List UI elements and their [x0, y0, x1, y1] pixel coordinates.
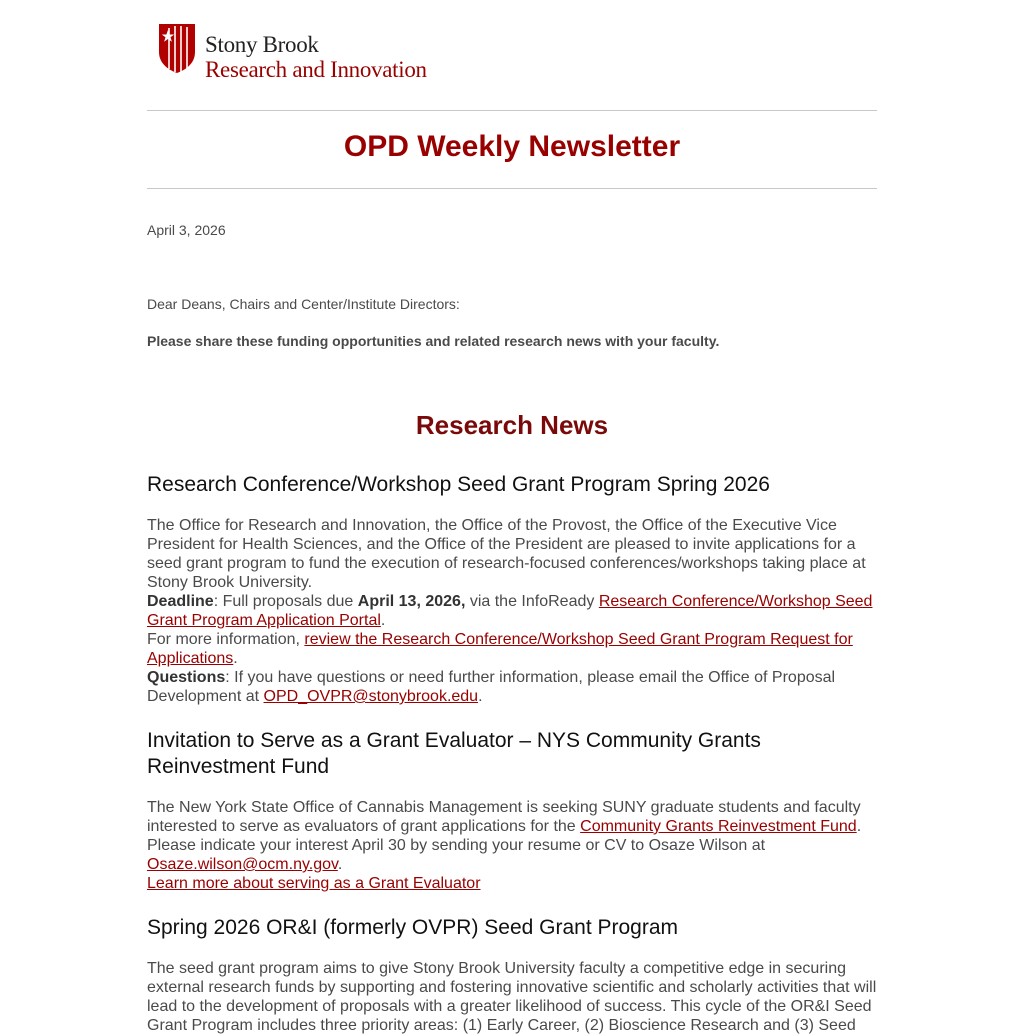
article-conference-seed-grant [147, 472, 877, 706]
opd-email-link[interactable]: OPD_OVPR@stonybrook.edu [263, 688, 479, 705]
deadline-post: via the InfoReady [465, 593, 599, 610]
article-grant-evaluator [147, 728, 877, 893]
fund-link[interactable]: Community Grants Reinvestment Fund [580, 818, 857, 835]
share-note: Please share these funding opportunities and related research news with your faculty. [147, 333, 720, 349]
article-body: The Office for Research and Innovation, the Office of the Provost, the Office of the Executive Vice President for Health Sciences, and the Office of the President are pleased to invite applications for a seed grant program to fund the execution of research-focused conferences/workshops taking place at Stony Brook University. Deadline: Full proposals due April 13, 2026, via the InfoReady Research Conference/Workshop Seed Grant Program Application Portal. For more information, review the Research Conference/Workshop Seed Grant Program Request for Applications. Questions: If you have questions or need further information, please email the Office of Proposal Development at OPD_OVPR@stonybrook.edu. [147, 517, 873, 705]
article-ori-seed-grant [147, 915, 877, 1035]
deadline-pre: : Full proposals due [213, 593, 358, 610]
article-title: Spring 2026 OR&I (formerly OVPR) Seed Grant Program [147, 916, 679, 939]
research-news-heading: Research News [415, 410, 609, 440]
logo-line-2: Research and Innovation [205, 57, 427, 82]
article-body: The seed grant program aims to give Stony Brook University faculty a competitive edge in securing external research funds by supporting and fostering innovative scientific and scholarly activities that will lead to the development of proposals with a greater likelihood of success. This cycle of the OR&I Seed Grant Program includes three priority areas: (1) Early Career, (2) Bioscience Research and (3) Seed [147, 960, 877, 1034]
questions-text: : If you have questions or need further information, please email the Office of Proposal Development at [147, 669, 836, 705]
divider-top [147, 110, 877, 111]
ocm-email-link[interactable]: Osaze.wilson@ocm.ny.gov [147, 856, 338, 873]
learn-more-link[interactable]: Learn more about serving as a Grant Evaluator [147, 875, 481, 892]
newsletter-date: April 3, 2026 [147, 222, 226, 238]
deadline-date: April 13, 2026, [357, 593, 466, 610]
logo-line-1: Stony Brook [205, 32, 319, 57]
intro-pre: The New York State Office of Cannabis Management is seeking SUNY graduate students and faculty interested to serve as evaluators of grant applications for the [147, 799, 861, 835]
article-title: Research Conference/Workshop Seed Grant Program Spring 2026 [147, 473, 770, 496]
shield-star-icon [155, 22, 199, 74]
article-body: The New York State Office of Cannabis Management is seeking SUNY graduate students and faculty interested to serve as evaluators of grant applications for the Community Grants Reinvestment Fund. Please indicate your interest April 30 by sending your resume or CV to Osaze Wilson at Osaze.wilson@ocm.ny.gov. Learn more about serving as a Grant Evaluator [147, 799, 862, 892]
more-info-pre: For more information, [147, 631, 305, 648]
application-portal-link[interactable]: Research Conference/Workshop Seed Grant Program Application Portal [147, 593, 873, 629]
deadline-label: Deadline [147, 593, 214, 610]
rfa-link[interactable]: review the Research Conference/Workshop Seed Grant Program Request for Applications [147, 631, 853, 667]
article-title: Invitation to Serve as a Grant Evaluator – NYS Community Grants Reinvestment Fund [147, 729, 761, 778]
intro-post: . Please indicate your interest April 30 by sending your resume or CV to Osaze Wilson at [147, 818, 862, 854]
stony-brook-logo[interactable] [155, 22, 475, 82]
divider-bottom [147, 188, 877, 189]
newsletter-title: OPD Weekly Newsletter [343, 130, 681, 163]
greeting: Dear Deans, Chairs and Center/Institute Directors: [147, 296, 460, 312]
questions-label: Questions [147, 669, 226, 686]
article-intro: The Office for Research and Innovation, the Office of the Provost, the Office of the Executive Vice President for Health Sciences, and the Office of the President are pleased to invite applications for a seed grant program to fund the execution of research-focused conferences/workshops taking place at Stony Brook University. [147, 517, 866, 591]
